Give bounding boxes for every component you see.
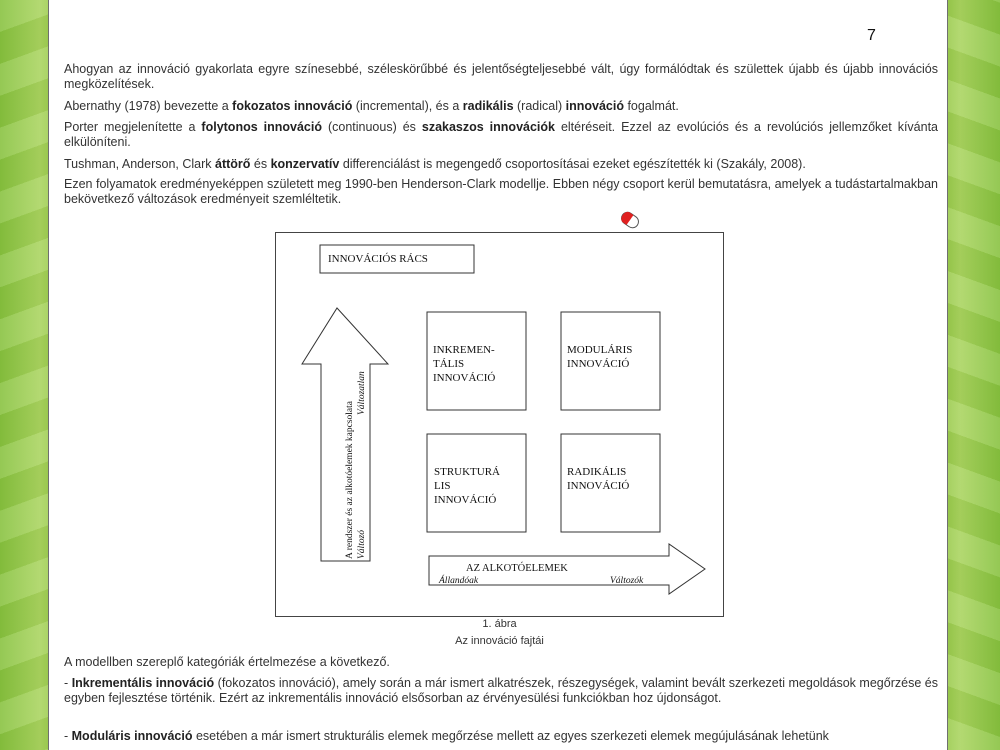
pushpin-icon (617, 207, 643, 233)
intro-paragraph-5: Ezen folyamatok eredményeképpen született meg 1990-ben Henderson-Clark modellje. Ebben négy csoport kerül bemutatásra, amelyek a tudástartalmakban bekövetkező változások eredményeit szemléltetik. (64, 177, 938, 206)
figure-caption-number: 1. ábra (482, 618, 517, 630)
horizontal-arrow-label: AZ ALKOTÓELEMEK (466, 563, 568, 574)
horizontal-arrow-high: Változók (610, 576, 644, 586)
slide-background-left (0, 0, 48, 750)
cell-radical-text: RADIKÁLIS INNOVÁCIÓ (567, 466, 630, 492)
intro-paragraph-2: Abernathy (1978) bevezette a fokozatos innováció (incremental), és a radikális (radical) innováció fogalmát. (64, 99, 679, 113)
cell-modular-text: MODULÁRIS INNOVÁCIÓ (567, 344, 633, 370)
vertical-arrow-low: Változó (357, 529, 367, 559)
body-paragraph-3: - Moduláris innováció esetében a már ismert strukturális elemek megőrzése mellett az egyes szerkezeti elemek megújulásának lehetünk (64, 729, 829, 743)
intro-paragraph-4: Tushman, Anderson, Clark áttörő és konzervatív differenciálást is megengedő csoportosításai ezeket egészítették ki (Szakály, 2008). (64, 157, 806, 171)
innovation-grid-figure (275, 232, 724, 617)
body-paragraph-1: A modellben szereplő kategóriák értelmezése a következő. (64, 655, 390, 669)
intro-paragraph-1: Ahogyan az innováció gyakorlata egyre színesebbé, széleskörűbbé és jelentőségteljesebbé vált, úgy formálódtak és születtek újabb és újabb innovációs megközelítések. (64, 62, 938, 91)
horizontal-arrow-low: Állandóak (439, 576, 479, 586)
vertical-arrow-label: A rendszer és az alkotóelemek kapcsolata (345, 401, 355, 559)
vertical-arrow-high: Változatlan (357, 371, 367, 415)
cell-structural-text: STRUKTURÁ LIS INNOVÁCIÓ (434, 466, 501, 506)
figure-title: INNOVÁCIÓS RÁCS (328, 253, 428, 265)
document-page (48, 0, 948, 750)
cell-incremental-text: INKREMEN- TÁLIS INNOVÁCIÓ (433, 344, 496, 384)
body-paragraph-2: - Inkrementális innováció (fokozatos innováció), amely során a már ismert alkatrészek, részegységek, valamint bevált szerkezeti megoldások megőrzése és egyben fejlesztése történik. Ezért az inkrementális innováció elsősorban az érvényesülési funkciókban hoz újdonságot. (64, 676, 938, 705)
intro-paragraph-3: Porter megjelenítette a folytonos innováció (continuous) és szakaszos innovációk eltéréseit. Ezzel az evolúciós és a revolúciós jellemzőket kívánta elkülöníteni. (64, 120, 938, 149)
page-number: 7 (867, 27, 876, 44)
slide-background-right (948, 0, 1000, 750)
figure-caption-title: Az innováció fajtái (455, 635, 544, 647)
